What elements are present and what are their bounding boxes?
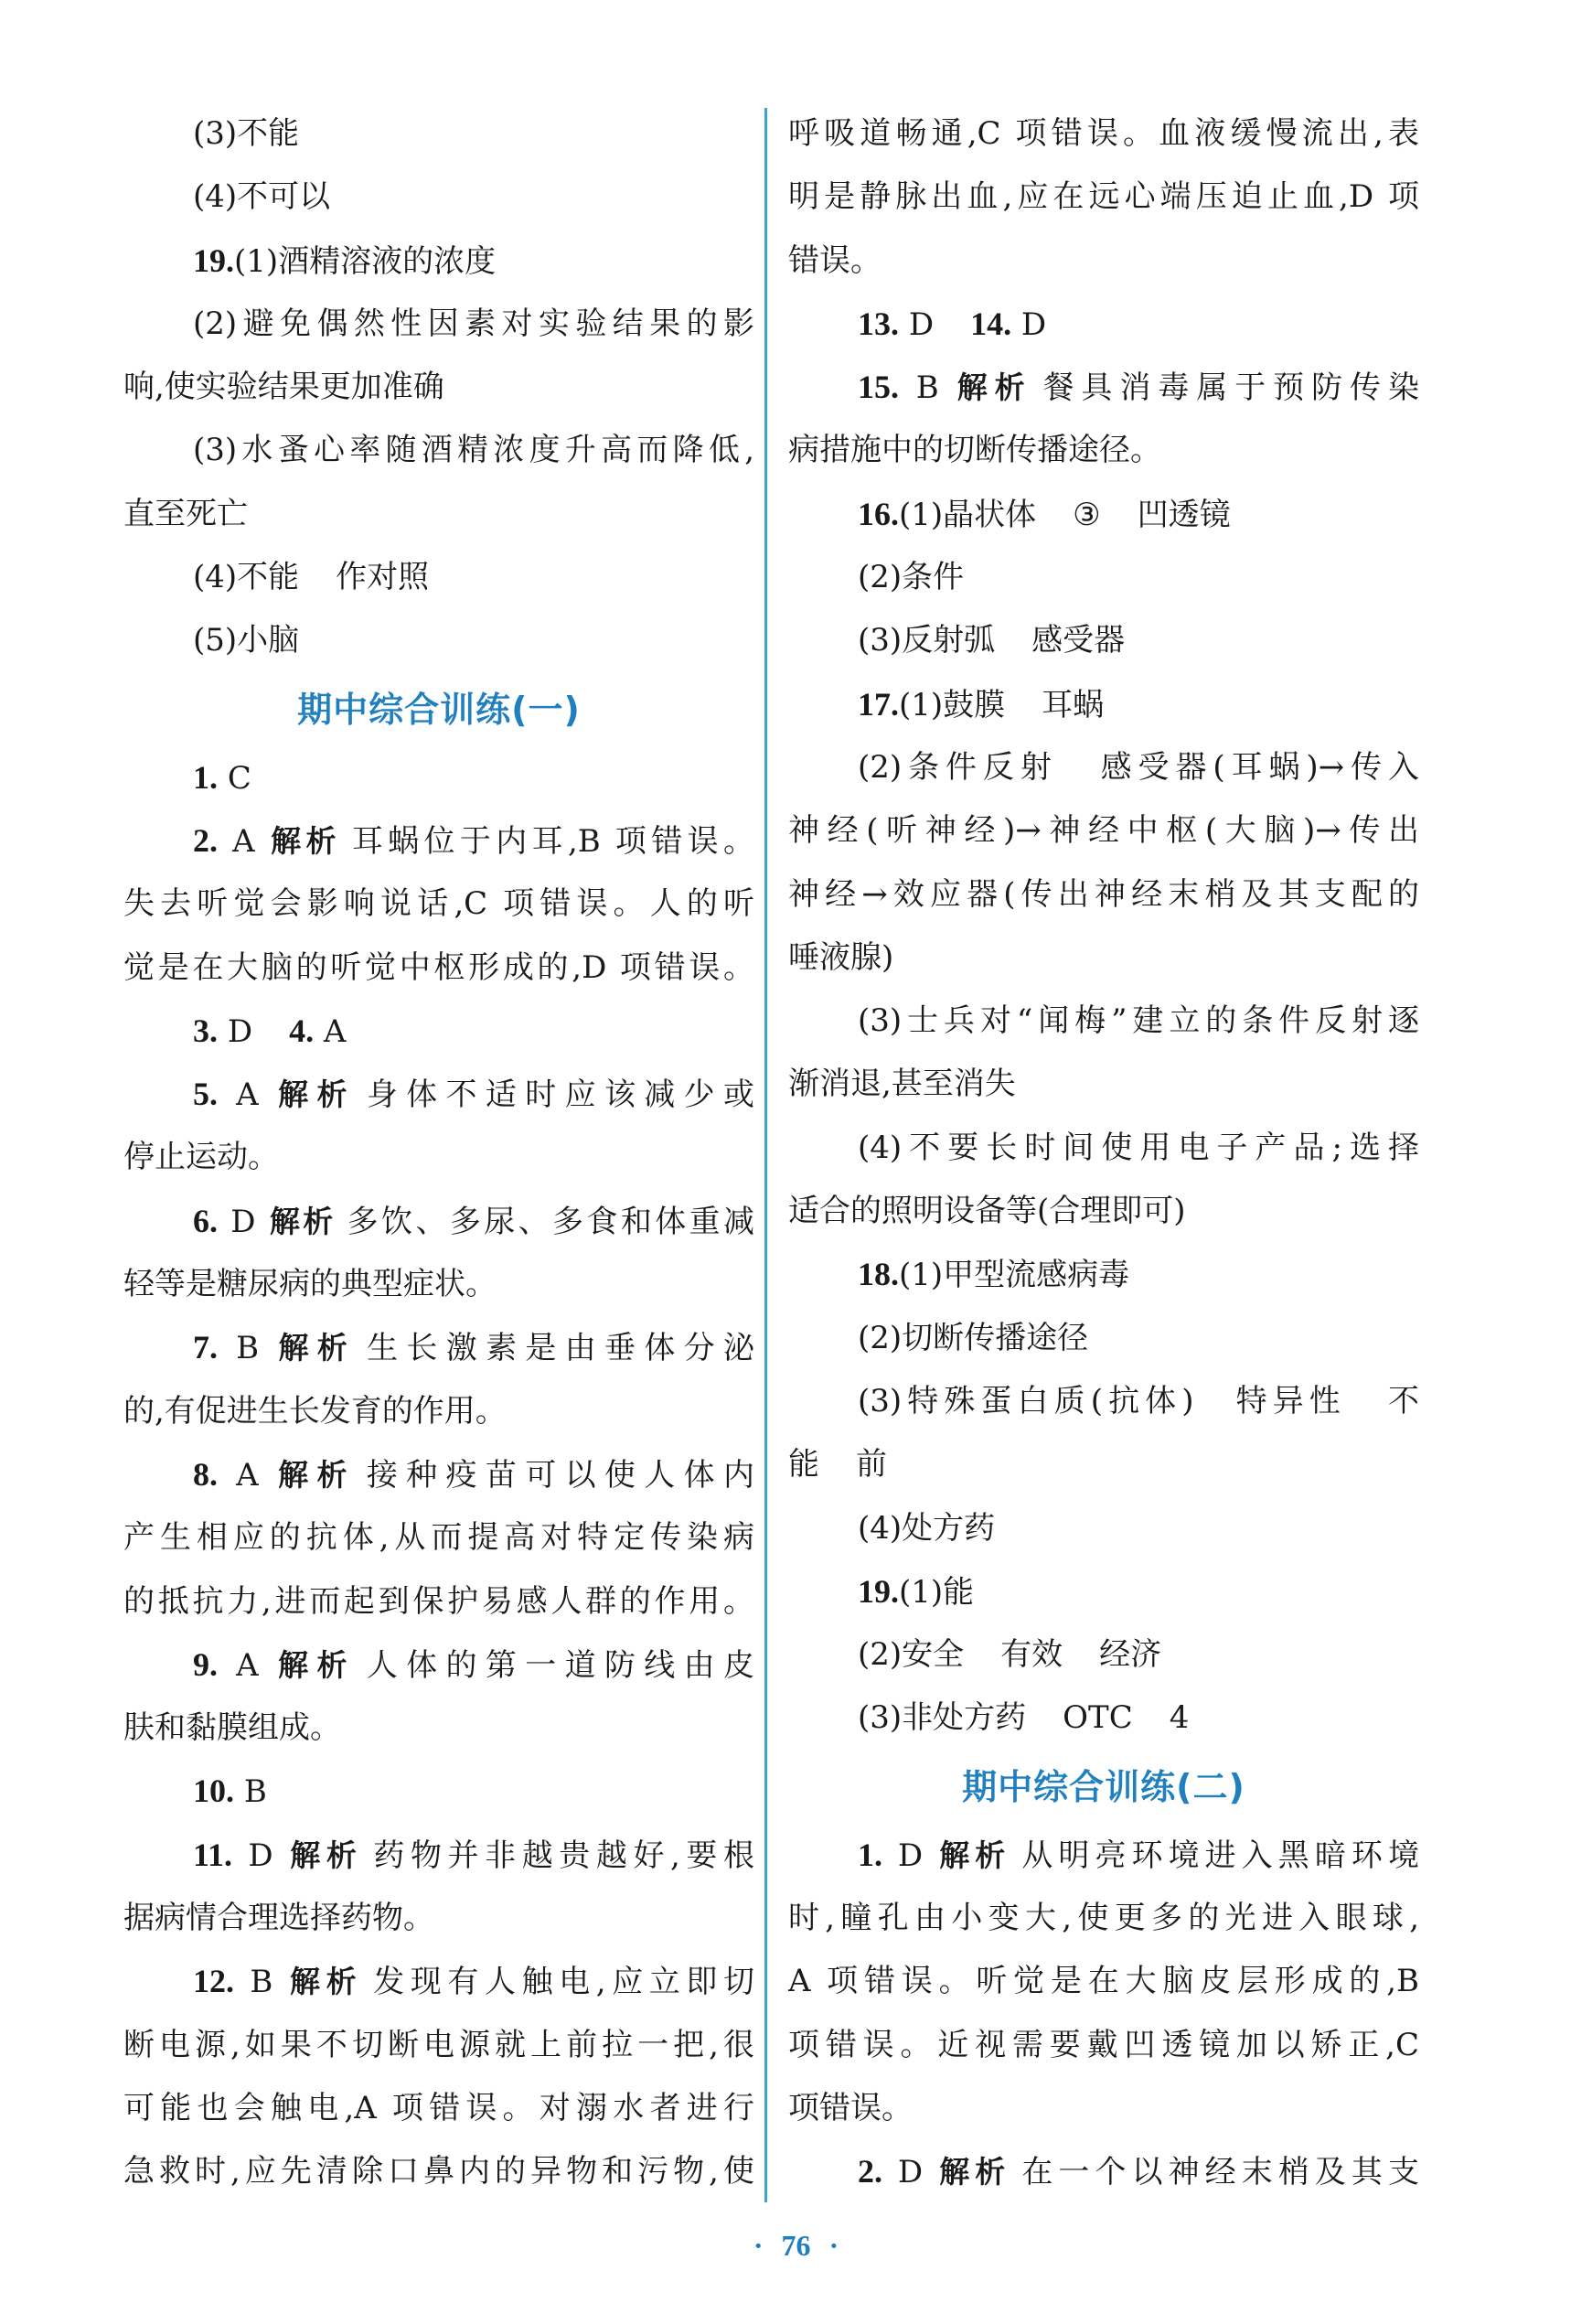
question-12: 12. B 解析 发现有人触电,应立即切 [193,1963,754,2001]
section-heading: 期中综合训练(二) [962,1766,1245,1807]
column-divider [764,108,767,2202]
right-column [788,102,1419,2204]
answer-line: 错误。 [788,241,881,279]
question-13-14: 13. D 14. D [858,305,1047,343]
answer-line: 停止运动。 [123,1139,279,1176]
question-1: 1. D 解析 从明亮环境进入黑暗环境 [858,1836,1419,1874]
question-5: 5. A 解析 身体不适时应该减少或 [193,1076,754,1114]
answer-line: 神经(听神经)→神经中枢(大脑)→传出 [788,812,1419,850]
answer-line: (2)安全 有效 经济 [858,1636,1162,1674]
answer-line: (4)处方药 [858,1509,996,1547]
answer-line: (3)不能 [193,115,300,152]
question-19: 19.(1)能 [858,1572,975,1611]
answer-line: 神经→效应器(传出神经末梢及其支配的 [788,875,1419,913]
answer-line: 失去听觉会影响说话,C 项错误。人的听 [123,885,754,923]
answer-line: 的,有促进生长发育的作用。 [123,1392,507,1430]
question-2: 2. D 解析 在一个以神经末梢及其支 [858,2153,1419,2191]
answer-line: (3)水蚤心率随酒精浓度升高而降低, [193,432,754,469]
question-3-4: 3. D 4. A [193,1012,347,1050]
question-8: 8. A 解析 接种疫苗可以使人体内 [193,1455,754,1494]
answer-line: (2)切断传播途径 [858,1319,1089,1356]
question-2: 2. A 解析 耳蜗位于内耳,B 项错误。 [193,821,754,860]
question-7: 7. B 解析 生长激素是由垂体分泌 [193,1329,754,1367]
question-15: 15. B 解析 餐具消毒属于预防传染 [858,369,1419,407]
answer-line: 据病情合理选择药物。 [123,1900,434,1937]
answer-line: 的抵抗力,进而起到保护易感人群的作用。 [123,1582,754,1620]
answer-line: (4)不可以 [193,178,331,216]
question-16: 16.(1)晶状体 ③ 凹透镜 [858,495,1231,533]
answer-line: 适合的照明设备等(合理即可) [788,1193,1186,1230]
answer-line: 急救时,应先清除口鼻内的异物和污物,使 [123,2153,754,2190]
answer-line: 轻等是糖尿病的典型症状。 [123,1266,497,1303]
question-1: 1. C [193,758,251,797]
answer-line: 肤和黏膜组成。 [123,1709,341,1747]
answer-line: (5)小脑 [193,622,300,659]
answer-line: (4)不能 作对照 [193,559,430,596]
question-18: 18.(1)甲型流感病毒 [858,1256,1130,1294]
answer-line: (3)士兵对“闻梅”建立的条件反射逐 [858,1002,1419,1040]
answer-line: 项错误。近视需要戴凹透镜加以矫正,C [788,2026,1419,2063]
answer-line: (3)特殊蛋白质(抗体) 特异性 不 [858,1382,1419,1419]
answer-line: 项错误。 [788,2089,913,2126]
answer-line: A 项错误。听觉是在大脑皮层形成的,B [788,1963,1419,2000]
question-17: 17.(1)鼓膜 耳蜗 [858,685,1105,723]
answer-line: 觉是在大脑的听觉中枢形成的,D 项错误。 [123,948,754,986]
answer-line: 唾液腺) [788,938,894,976]
answer-line: (2)避免偶然性因素对实验结果的影 [193,305,754,342]
answer-line: 可能也会触电,A 项错误。对溺水者进行 [123,2089,754,2126]
answer-line: (3)非处方药 OTC 4 [858,1699,1190,1737]
answer-line: 时,瞳孔由小变大,使更多的光进入眼球, [788,1900,1419,1937]
question-19: 19.(1)酒精溶液的浓度 [193,241,497,280]
question-10: 10. B [193,1772,267,1811]
answer-line: (3)反射弧 感受器 [858,622,1126,659]
answer-line: 产生相应的抗体,从而提高对特定传染病 [123,1519,754,1557]
section-heading: 期中综合训练(一) [297,689,581,730]
answer-line: (2)条件 [858,559,965,596]
question-6: 6. D 解析 多饮、多尿、多食和体重减 [193,1202,754,1240]
question-11: 11. D 解析 药物并非越贵越好,要根 [193,1836,754,1874]
answer-line: 渐消退,甚至消失 [788,1066,1016,1103]
answer-line: 能 前 [788,1446,887,1483]
answer-line: (4)不要长时间使用电子产品;选择 [858,1129,1419,1166]
answer-line: 响,使实验结果更加准确 [123,369,444,406]
answer-line: (2)条件反射 感受器(耳蜗)→传入 [858,748,1419,786]
left-column [123,102,754,2204]
question-9: 9. A 解析 人体的第一道防线由皮 [193,1645,754,1684]
page-number: · 76 · [753,2229,839,2262]
answer-line: 明是静脉出血,应在远心端压迫止血,D 项 [788,178,1419,216]
answer-line: 断电源,如果不切断电源就上前拉一把,很 [123,2026,754,2063]
answer-line: 病措施中的切断传播途径。 [788,432,1161,469]
answer-line: 直至死亡 [123,495,248,532]
answer-line: 呼吸道畅通,C 项错误。血液缓慢流出,表 [788,115,1419,152]
